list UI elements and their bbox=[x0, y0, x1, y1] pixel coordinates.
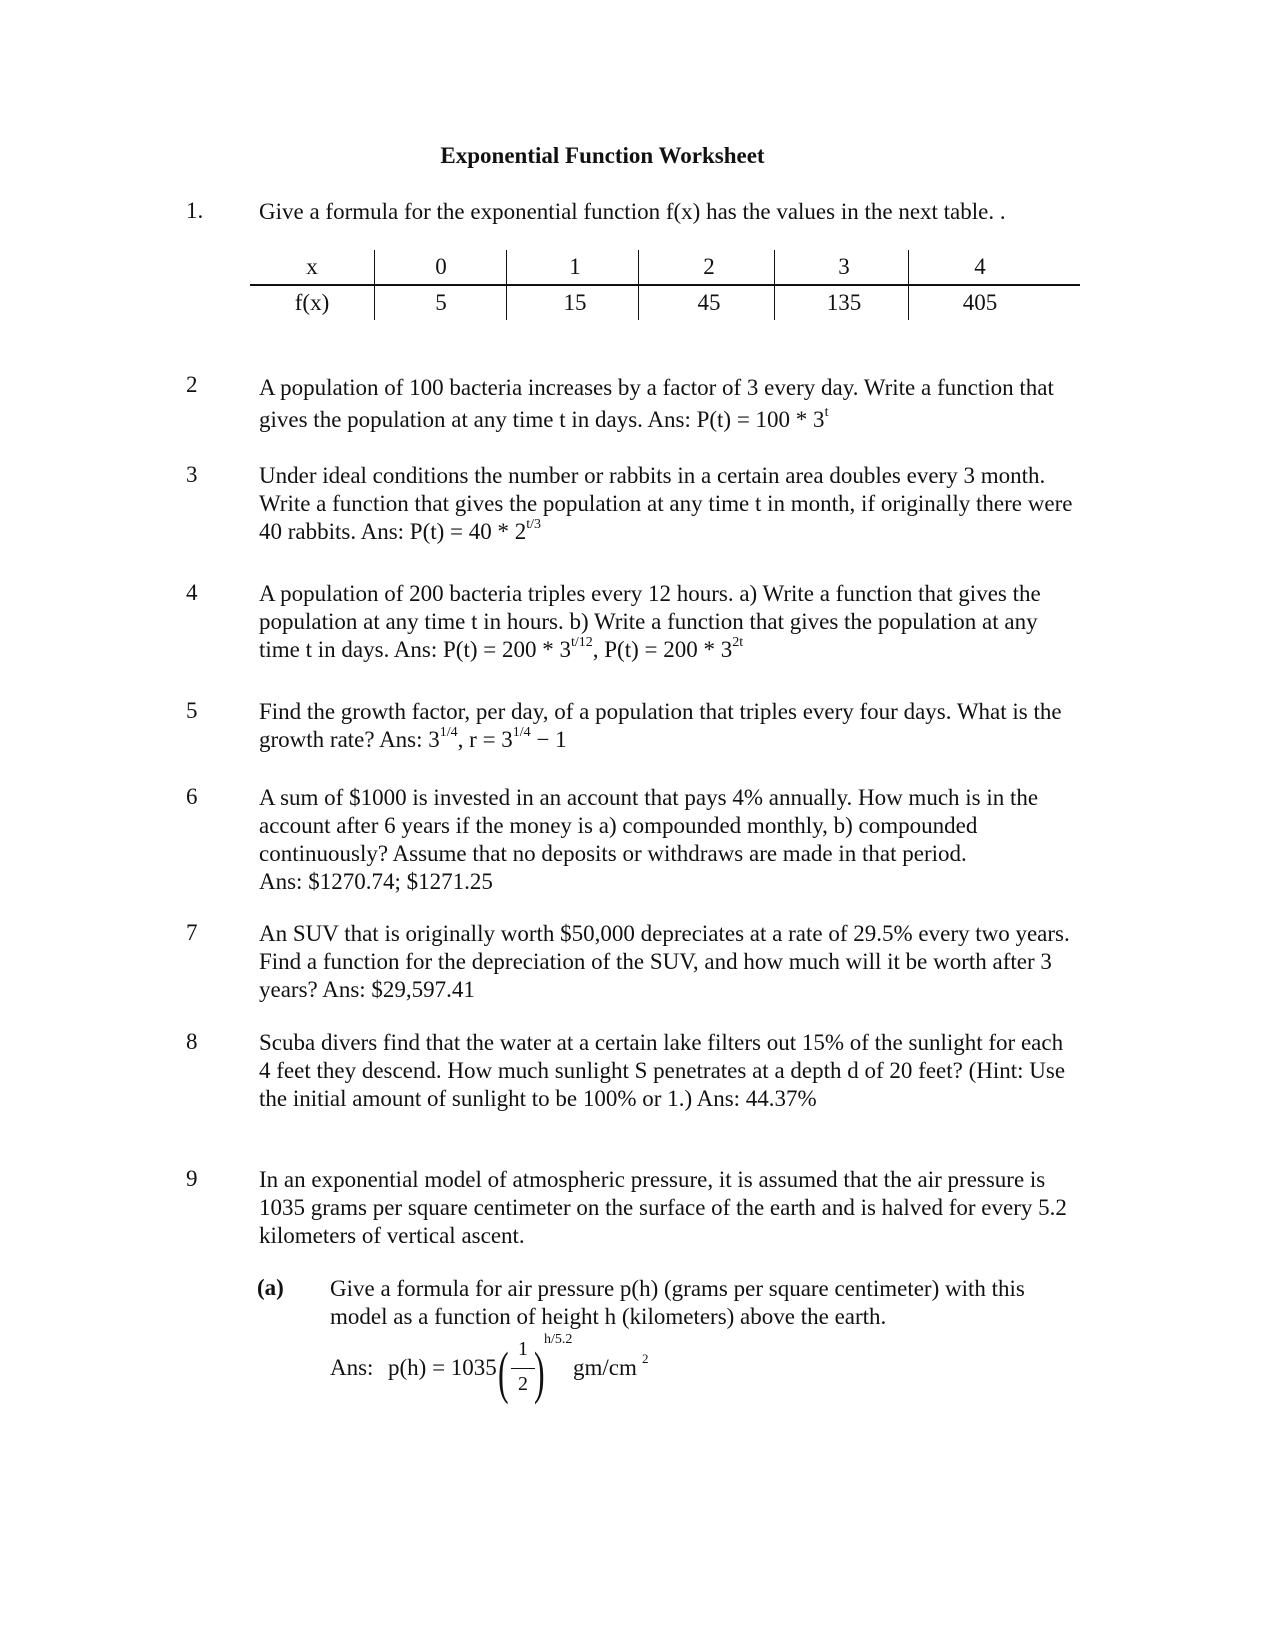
table-header-x: x bbox=[306, 254, 318, 279]
table-cell: 45 bbox=[697, 290, 721, 315]
unit-exponent: 2 bbox=[642, 1351, 649, 1366]
table-divider bbox=[374, 250, 375, 320]
question-number: 6 bbox=[186, 784, 198, 809]
question-number: 5 bbox=[186, 698, 198, 723]
question-number: 3 bbox=[186, 462, 198, 487]
question-text bbox=[259, 462, 1079, 546]
fraction-bar bbox=[511, 1368, 535, 1369]
table-cell: 0 bbox=[435, 254, 447, 279]
question-body: A sum of $1000 is invested in an account that pays 4% annually. How much is in the account after 6 years if the money is a) compounded monthly, b) compounded continuously? Assume that no deposits or withdraws are made in that period. bbox=[259, 785, 1039, 866]
formula-lhs: p(h) = 1035 bbox=[388, 1355, 497, 1380]
answer-minus-one: − 1 bbox=[530, 727, 567, 752]
table-cell: 2 bbox=[703, 254, 715, 279]
question-body: Under ideal conditions the number or rabbits in a certain area doubles every 3 month. Write a function that gives the population at any time t in month, if originally there were 40 rabbits. Ans: P(t) = 40 * 2 bbox=[259, 463, 1073, 544]
question-text: Give a formula for the exponential function f(x) has the values in the next table. . bbox=[259, 199, 1006, 224]
part-text: Give a formula for air pressure p(h) (grams per square centimeter) with this model as a function of height h (kilometers) above the earth. bbox=[330, 1276, 1025, 1329]
exponent: 1/4 bbox=[439, 725, 458, 741]
answer-rate: , r = 3 bbox=[457, 727, 513, 752]
unit: gm/cm bbox=[573, 1355, 637, 1380]
table-header-fx: f(x) bbox=[294, 290, 330, 315]
answer-formula bbox=[330, 1332, 830, 1410]
question-text: An SUV that is originally worth $50,000 depreciates at a rate of 29.5% every two years. Find a function for the depreciation of the SUV, and how much will it be worth after 3 years? Ans: $29,597.41 bbox=[259, 921, 1070, 1002]
fraction-denominator: 2 bbox=[518, 1373, 528, 1395]
right-paren: ) bbox=[534, 1340, 545, 1405]
question-number: 7 bbox=[186, 920, 198, 945]
exponent: t/3 bbox=[526, 517, 542, 533]
question-body: Find the growth factor, per day, of a population that triples every four days. What is the growth rate? Ans: 3 bbox=[259, 699, 1062, 752]
table-cell: 15 bbox=[563, 290, 587, 315]
question-text bbox=[259, 784, 1079, 896]
question-text bbox=[259, 372, 1079, 436]
page-title: Exponential Function Worksheet bbox=[440, 143, 765, 168]
question-body: A population of 200 bacteria triples every 12 hours. a) Write a function that gives the population at any time t in hours. b) Write a function that gives the population at any time t in days. Ans: P(t) = 200 * 3 bbox=[259, 581, 1041, 662]
question-text: In an exponential model of atmospheric pressure, it is assumed that the air pressure is 1035 grams per square centimeter on the surface of the earth and is halved for every 5.2 kilometers of vertical ascent. bbox=[259, 1167, 1067, 1248]
table-cell: 1 bbox=[569, 254, 581, 279]
table-cell: 405 bbox=[962, 290, 998, 315]
part-label: (a) bbox=[257, 1275, 284, 1300]
table-divider bbox=[774, 250, 775, 320]
question-number: 8 bbox=[186, 1029, 198, 1054]
answer-label: Ans: bbox=[330, 1355, 374, 1380]
question-text: Scuba divers find that the water at a certain lake filters out 15% of the sunlight for each 4 feet they descend. How much sunlight S penetrates at a depth d of 20 feet? (Hint: Use the initial amount of sunlight to be 100% or 1.) Ans: 44.37% bbox=[259, 1030, 1066, 1111]
question-number: 1. bbox=[186, 198, 204, 223]
question-text bbox=[259, 698, 1079, 754]
answer: Ans: $1270.74; $1271.25 bbox=[259, 869, 493, 894]
exponent: t/12 bbox=[570, 635, 593, 651]
table-cell: 5 bbox=[435, 290, 447, 315]
left-paren: ( bbox=[498, 1340, 509, 1405]
exponent: h/5.2 bbox=[544, 1332, 573, 1347]
question-number: 4 bbox=[186, 580, 198, 605]
table-divider bbox=[908, 250, 909, 320]
table-divider bbox=[506, 250, 507, 320]
table-cell: 4 bbox=[974, 254, 986, 279]
question-body: A population of 100 bacteria increases by a factor of 3 every day. Write a function that gives the population at any time t in days. Ans: P(t) = 100 * 3 bbox=[259, 375, 1054, 432]
table-cell: 135 bbox=[826, 290, 862, 315]
table-divider bbox=[638, 250, 639, 320]
fraction-numerator: 1 bbox=[518, 1338, 528, 1360]
values-table bbox=[250, 250, 1080, 320]
question-text bbox=[259, 580, 1079, 664]
answer-part-b: , P(t) = 200 * 3 bbox=[592, 637, 733, 662]
table-cell: 3 bbox=[838, 254, 850, 279]
exponent: 2t bbox=[732, 635, 744, 651]
exponent: t bbox=[824, 405, 829, 421]
exponent: 1/4 bbox=[512, 725, 531, 741]
question-number: 2 bbox=[186, 372, 198, 397]
question-number: 9 bbox=[186, 1166, 198, 1191]
